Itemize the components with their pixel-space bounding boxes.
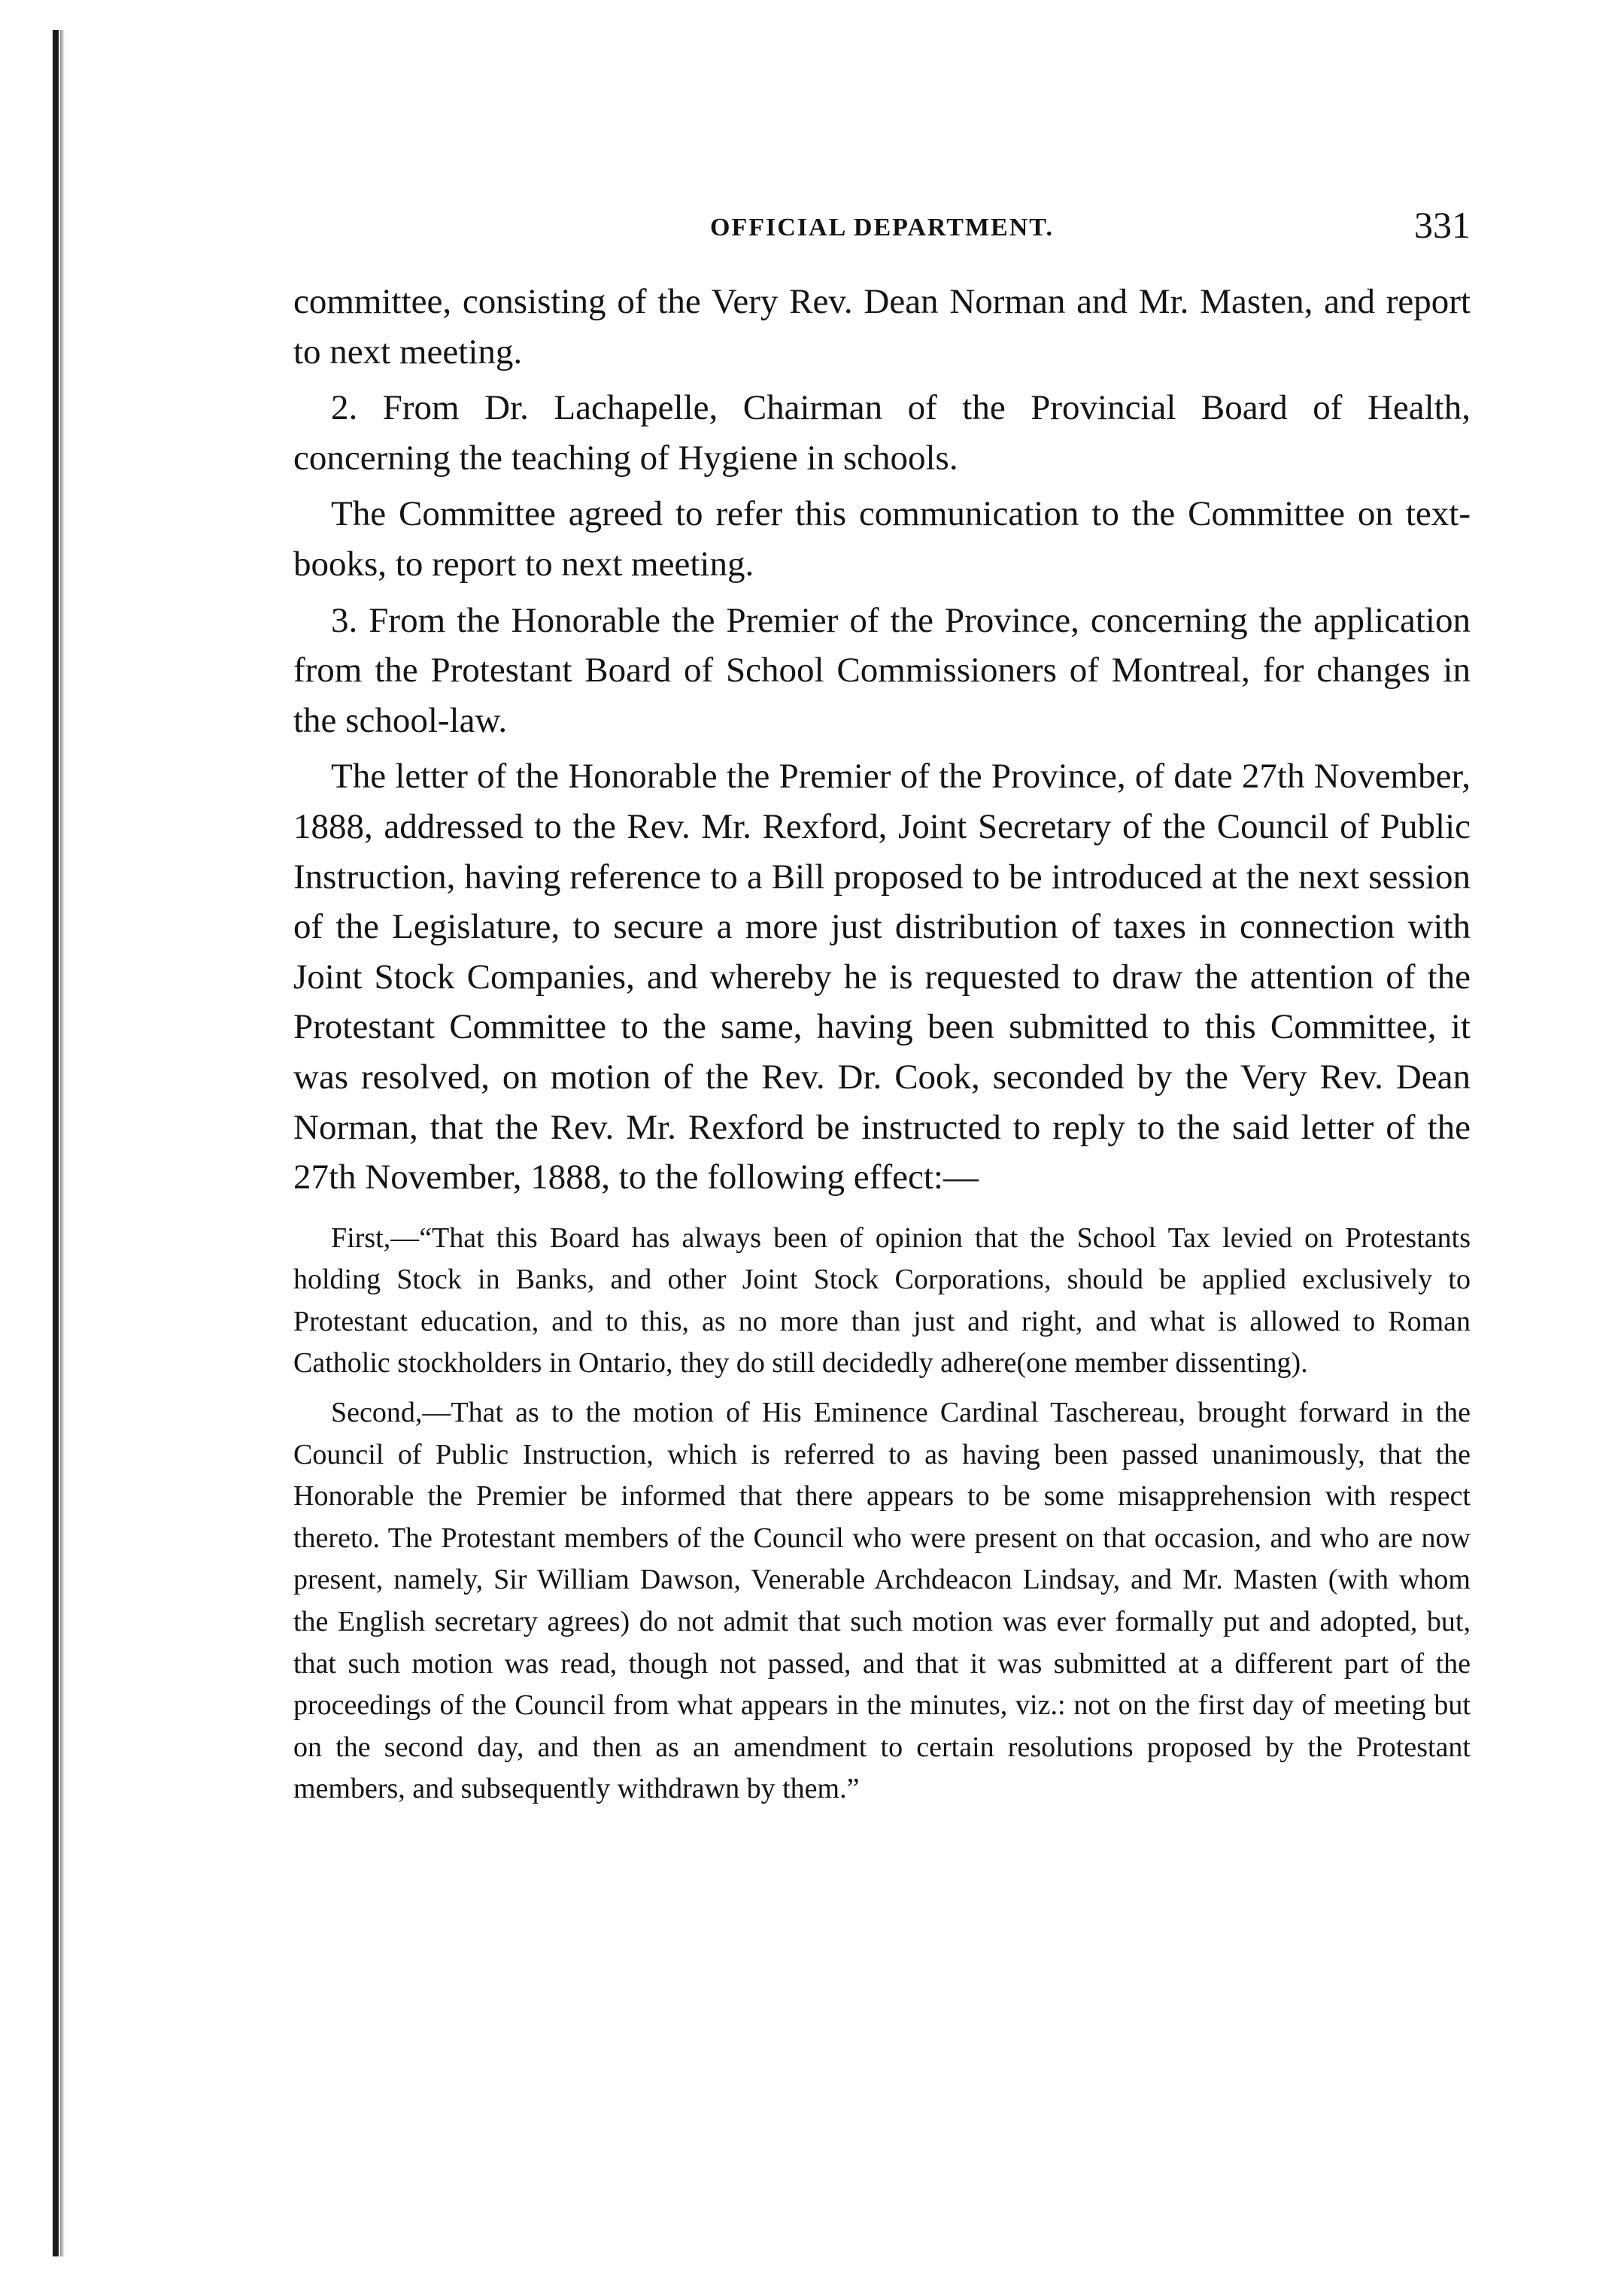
page-number: 331	[1414, 204, 1471, 246]
body-text	[293, 277, 1471, 1203]
body-paragraph-item-3: 3. From the Honorable the Premier of the Province, concerning the application from the Protestant Board of School Commissioners of Montreal, for changes in the school-law.	[293, 600, 1471, 740]
body-paragraph-continued: committee, consisting of the Very Rev. Dean Norman and Mr. Masten, and report to next meeting.	[293, 282, 1471, 372]
quote-paragraph-second: Second,—That as to the motion of His Eminence Cardinal Taschereau, brought forward in the Council of Public Instruction, which is referred to as having been passed unanimously, that the Honorable the Premier be informed that there appears to be some misapprehension with respect thereto. The Protestant members of the Council who were present on that occasion, and who are now present, namely, Sir William Dawson, Venerable Archdeacon Lindsay, and Mr. Masten (with whom the English secretary agrees) do not admit that such motion was ever formally put and adopted, but, that such motion was read, though not passed, and that it was submitted at a different part of the proceedings of the Council from what appears in the minutes, viz.: not on the first day of meeting but on the second day, and then as an amendment to certain resolutions proposed by the Protestant members, and subsequently withdrawn by them.”	[293, 1397, 1471, 1805]
document-page	[293, 203, 1471, 1818]
header-title: OFFICIAL DEPARTMENT.	[710, 214, 1054, 241]
running-header	[293, 203, 1471, 256]
body-paragraph-committee-agreed: The Committee agreed to refer this communication to the Committee on text-books, to report to next meeting.	[293, 494, 1471, 584]
quote-paragraph-first: First,—“That this Board has always been of opinion that the School Tax levied on Protestants holding Stock in Banks, and other Joint Stock Corporations, should be applied exclusively to Protestant education, and to this, as no more than just and right, and what is allowed to Roman Catholic stockholders in Ontario, they do still decidedly adhere(one member dissenting).	[293, 1221, 1471, 1379]
page-binding-shadow	[60, 30, 65, 2256]
body-paragraph-item-2: 2. From Dr. Lachapelle, Chairman of the Provincial Board of Health, concerning the teaching of Hygiene in schools.	[293, 388, 1471, 478]
body-paragraph-premier-letter: The letter of the Honorable the Premier of the Province, of date 27th November, 1888, addressed to the Rev. Mr. Rexford, Joint Secretary of the Council of Public Instruction, having reference to a Bill proposed to be introduced at the next session of the Legislature, to secure a more just distribution of taxes in connection with Joint Stock Companies, and whereby he is requested to draw the attention of the Protestant Committee to the same, having been submitted to this Committee, it was resolved, on motion of the Rev. Dr. Cook, seconded by the Very Rev. Dean Norman, that the Rev. Mr. Rexford be instructed to reply to the said letter of the 27th November, 1888, to the following effect:—	[293, 757, 1471, 1197]
quoted-reply	[293, 1218, 1471, 1810]
page-binding-edge	[53, 30, 59, 2256]
